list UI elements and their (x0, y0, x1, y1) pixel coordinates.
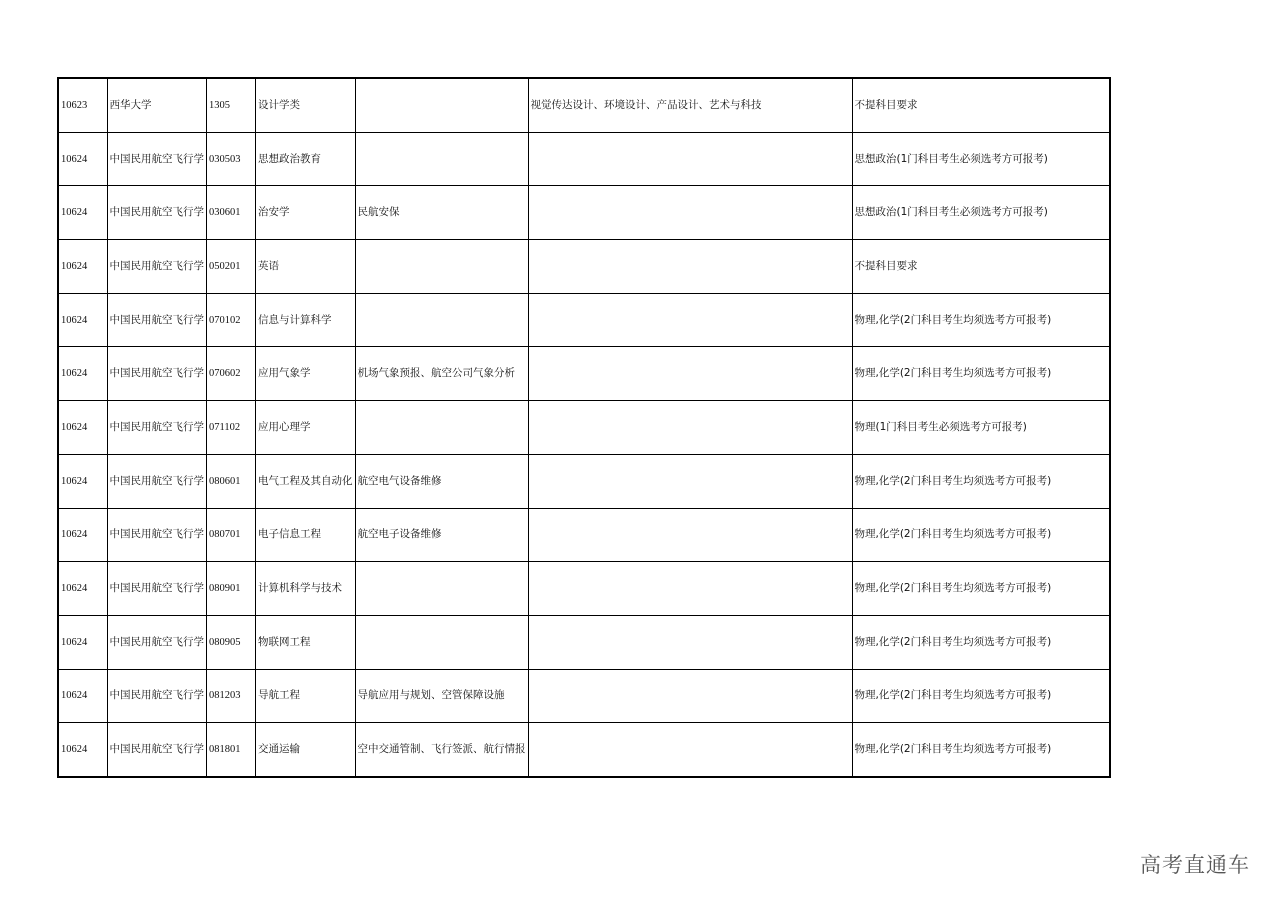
school-code-cell: 10624 (58, 723, 107, 777)
major-name-cell: 电子信息工程 (256, 508, 356, 562)
major-code-cell: 030601 (207, 186, 256, 240)
school-code-cell: 10624 (58, 186, 107, 240)
direction-cell (355, 132, 528, 186)
subject-requirement-cell: 物理(1门科目考生必须选考方可报考) (852, 401, 1110, 455)
included-majors-cell (528, 615, 852, 669)
school-name-cell: 中国民用航空飞行学 (107, 508, 207, 562)
school-name-cell: 中国民用航空飞行学 (107, 347, 207, 401)
table-row (58, 293, 1110, 347)
major-code-cell: 080601 (207, 454, 256, 508)
major-name-cell: 应用心理学 (256, 401, 356, 455)
table-row (58, 401, 1110, 455)
subject-requirement-cell: 不提科目要求 (852, 78, 1110, 132)
table-row (58, 132, 1110, 186)
school-code-cell: 10624 (58, 132, 107, 186)
admission-requirements-table (57, 77, 1111, 778)
major-code-cell: 030503 (207, 132, 256, 186)
major-code-cell: 080905 (207, 615, 256, 669)
subject-requirement-cell: 物理,化学(2门科目考生均须选考方可报考) (852, 293, 1110, 347)
major-name-cell: 计算机科学与技术 (256, 562, 356, 616)
direction-cell (355, 78, 528, 132)
major-code-cell: 1305 (207, 78, 256, 132)
table-row (58, 240, 1110, 294)
included-majors-cell (528, 723, 852, 777)
direction-cell: 航空电气设备维修 (355, 454, 528, 508)
school-code-cell: 10624 (58, 454, 107, 508)
included-majors-cell (528, 240, 852, 294)
major-name-cell: 治安学 (256, 186, 356, 240)
school-name-cell: 中国民用航空飞行学 (107, 186, 207, 240)
direction-cell (355, 240, 528, 294)
subject-requirement-cell: 物理,化学(2门科目考生均须选考方可报考) (852, 723, 1110, 777)
major-name-cell: 电气工程及其自动化 (256, 454, 356, 508)
direction-cell (355, 615, 528, 669)
direction-cell: 导航应用与规划、空管保障设施 (355, 669, 528, 723)
school-code-cell: 10624 (58, 615, 107, 669)
major-name-cell: 物联网工程 (256, 615, 356, 669)
table-row (58, 347, 1110, 401)
major-name-cell: 信息与计算科学 (256, 293, 356, 347)
table-row (58, 669, 1110, 723)
direction-cell: 航空电子设备维修 (355, 508, 528, 562)
school-name-cell: 中国民用航空飞行学 (107, 293, 207, 347)
direction-cell: 机场气象预报、航空公司气象分析 (355, 347, 528, 401)
major-name-cell: 导航工程 (256, 669, 356, 723)
included-majors-cell: 视觉传达设计、环境设计、产品设计、艺术与科技 (528, 78, 852, 132)
school-name-cell: 中国民用航空飞行学 (107, 615, 207, 669)
school-code-cell: 10624 (58, 562, 107, 616)
table-row (58, 723, 1110, 777)
school-name-cell: 中国民用航空飞行学 (107, 562, 207, 616)
table-body (58, 78, 1110, 777)
major-code-cell: 071102 (207, 401, 256, 455)
included-majors-cell (528, 508, 852, 562)
direction-cell (355, 293, 528, 347)
subject-requirement-cell: 思想政治(1门科目考生必须选考方可报考) (852, 186, 1110, 240)
major-name-cell: 设计学类 (256, 78, 356, 132)
major-code-cell: 081203 (207, 669, 256, 723)
school-code-cell: 10624 (58, 347, 107, 401)
school-code-cell: 10624 (58, 293, 107, 347)
major-name-cell: 应用气象学 (256, 347, 356, 401)
major-code-cell: 080901 (207, 562, 256, 616)
subject-requirement-cell: 思想政治(1门科目考生必须选考方可报考) (852, 132, 1110, 186)
included-majors-cell (528, 186, 852, 240)
major-name-cell: 思想政治教育 (256, 132, 356, 186)
major-code-cell: 080701 (207, 508, 256, 562)
included-majors-cell (528, 454, 852, 508)
subject-requirement-cell: 物理,化学(2门科目考生均须选考方可报考) (852, 562, 1110, 616)
table-row (58, 78, 1110, 132)
school-code-cell: 10623 (58, 78, 107, 132)
subject-requirement-cell: 不提科目要求 (852, 240, 1110, 294)
included-majors-cell (528, 401, 852, 455)
direction-cell (355, 562, 528, 616)
table-row (58, 186, 1110, 240)
school-name-cell: 中国民用航空飞行学 (107, 132, 207, 186)
included-majors-cell (528, 347, 852, 401)
school-name-cell: 中国民用航空飞行学 (107, 454, 207, 508)
watermark-text: 高考直通车 (1140, 853, 1250, 877)
school-name-cell: 中国民用航空飞行学 (107, 401, 207, 455)
subject-requirement-cell: 物理,化学(2门科目考生均须选考方可报考) (852, 454, 1110, 508)
included-majors-cell (528, 669, 852, 723)
major-name-cell: 交通运输 (256, 723, 356, 777)
school-code-cell: 10624 (58, 401, 107, 455)
major-name-cell: 英语 (256, 240, 356, 294)
subject-requirement-cell: 物理,化学(2门科目考生均须选考方可报考) (852, 669, 1110, 723)
direction-cell: 民航安保 (355, 186, 528, 240)
direction-cell: 空中交通管制、飞行签派、航行情报 (355, 723, 528, 777)
school-code-cell: 10624 (58, 508, 107, 562)
subject-requirement-cell: 物理,化学(2门科目考生均须选考方可报考) (852, 508, 1110, 562)
included-majors-cell (528, 132, 852, 186)
direction-cell (355, 401, 528, 455)
school-code-cell: 10624 (58, 669, 107, 723)
subject-requirement-cell: 物理,化学(2门科目考生均须选考方可报考) (852, 347, 1110, 401)
school-name-cell: 中国民用航空飞行学 (107, 723, 207, 777)
school-name-cell: 中国民用航空飞行学 (107, 240, 207, 294)
major-code-cell: 070602 (207, 347, 256, 401)
major-code-cell: 050201 (207, 240, 256, 294)
school-code-cell: 10624 (58, 240, 107, 294)
table-row (58, 615, 1110, 669)
major-code-cell: 070102 (207, 293, 256, 347)
included-majors-cell (528, 293, 852, 347)
table-row (58, 508, 1110, 562)
table-row (58, 562, 1110, 616)
school-name-cell: 中国民用航空飞行学 (107, 669, 207, 723)
subject-requirement-cell: 物理,化学(2门科目考生均须选考方可报考) (852, 615, 1110, 669)
table-row (58, 454, 1110, 508)
major-code-cell: 081801 (207, 723, 256, 777)
included-majors-cell (528, 562, 852, 616)
school-name-cell: 西华大学 (107, 78, 207, 132)
